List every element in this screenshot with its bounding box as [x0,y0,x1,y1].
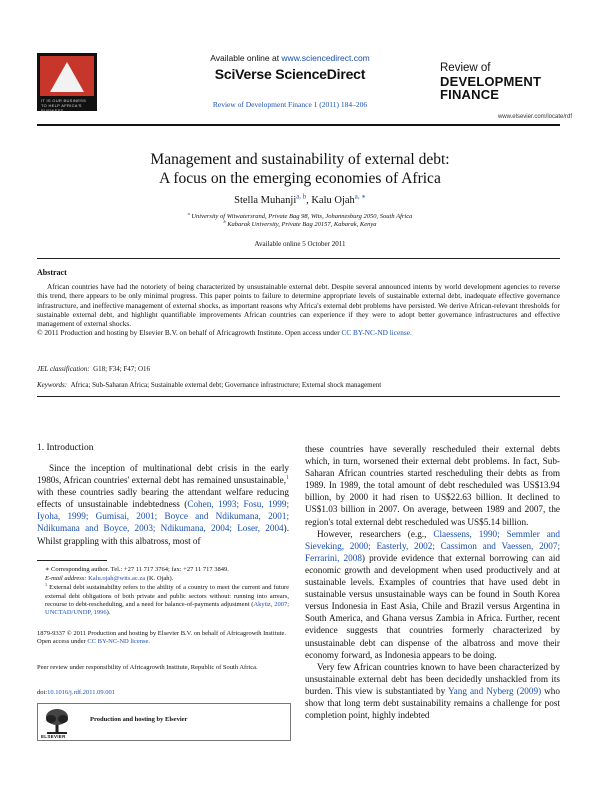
africagrowth-logo-icon [37,53,97,111]
license-link[interactable]: CC BY-NC-ND license. [87,638,151,646]
citation-link[interactable]: Yang and Nyberg (2009) [447,685,542,696]
journal-title: Review of DEVELOPMENT FINANCE [440,62,542,102]
section-heading: 1. Introduction [37,443,94,453]
logo-caption: IT IS OUR BUSINESS TO HELP AFRICA'S BUSINESS [41,98,87,113]
license-link[interactable]: CC BY-NC-ND license. [341,328,412,338]
elsevier-tree-icon [42,707,72,735]
peer-review-note: Peer review under responsibility of Africagrowth Institute, Republic of South Africa. [37,664,258,671]
doi-line: doi:10.1016/j.rdf.2011.09.001 [37,689,115,696]
elsevier-box [37,703,291,741]
production-note: Production and hosting by Elsevier [90,716,188,723]
article-title: Management and sustainability of external debt: A focus on the emerging economies of Africa [150,151,450,187]
right-column-text: these countries have severally rescheduled their external debts which, in turn, worsened their external debt problems. In fact, Sub-Saharan African countries started rescheduling their debts as from 1989. In 1989, the total amount of debt rescheduled was US$13.94 billion, by 2000 it had risen to US$22.63 billion. It declined to US$1.03 billion in 2007. On average, between 1989 and 2007, the region's total external debt rescheduled was US$5.14 billion. However, researchers (e.g., Claessens, 1990; Semmler and Sieveking, 2000; Easterly, 2002; Cassimon and Vaessen, 2007; Ferrarini, 2008) provide evidence that external borrowing can aid economic growth and development when used productively and at sustainable levels. Examples of countries that have used debt in sustainable versus unsustainable ways can be found in South Korea versus Indonesia in East Asia, Chile and Brazil versus Argentina in South America, and Ghana versus Zambia in Africa. Further, recent evidence suggests that countries formerly characterized by unsustainable debt can dispense of the albatross and move their economy forward, as Indonesia appears to be doing. Very few African countries known to have been characterized by unsustainable external debt has been decidedly unshackled from its burden. This view is substantiated by Yang and Nyberg (2009) who show that long term debt sustainability remains a challenge for post completion point, highly indebted [305,444,560,721]
available-online-line: Available online at www.sciencedirect.com [210,53,370,63]
author-list: Stella Muhanji$^{a, b}$, Kalu Ojah$^{a, ∗}$ [234,193,366,206]
platform-name: SciVerse ScienceDirect [214,66,366,82]
doi-link[interactable]: 10.1016/j.rdf.2011.09.001 [47,689,115,696]
affiliations: $^a$ University of Witwatersrand, Private Bag 98, Wits, Johannesburg 2050, South Africa $^b$ Kabarak University, Private Bag 20157, Kabarak, Kenya [187,210,413,228]
abstract-bottom-rule [37,396,560,397]
abstract-text: African countries have had the notoriety of being characterized by unsustainable external debt. Despite several announced intents by world development agencies to reverse this trend, there appears to be only minimal progress. This paper points to failure to determine appropriate levels of sustainable external debt, inadequate effective governance infrastructure, and ineffective management of external shocks, as important reasons why Africa's external debt problems have persisted. We derive African-relevant thresholds for sustainable external debt, and highlight quantifiable improvements African countries can experience if they were to adopt better governance infrastructures and effective management of external shocks. © 2011 Production and hosting by Elsevier B.V. on behalf of Africagrowth Institute. Open access under CC BY-NC-ND license. [37,282,560,338]
elsevier-wordmark: ELSEVIER [41,734,66,739]
sciencedirect-link[interactable]: www.sciencedirect.com [281,53,370,63]
left-column-text: Since the inception of multinational debt crisis in the early 1980s, African countries' external debt has remained unsustainable,$^1$ with these countries sadly bearing the attendant welfare reducing effects of unsustainable indebtedness (Cohen, 1993; Fosu, 1999; Iyoha, 1999; Gumisai, 2001; Boyce and Ndikumana, 2001; Ndikumana and Boyce, 2003; Ndikumana, 2004; Loser, 2004). Whilst grappling with this albatross, most of [37,463,290,546]
header-rule [37,124,560,126]
citation-links[interactable]: Claessens, 1990; Semmler and Sieveking, 2000; Easterly, 2002; Cassimon and Vaessen, 2007; Ferrarini, 2008 [305,528,560,563]
footnote-rule [37,560,107,561]
email-link[interactable]: Kalu.ojah@wits.ac.za [88,575,146,583]
abstract-top-rule [37,258,560,259]
jel-classification: JEL classification: G18; F34; F47; O16 [37,365,151,373]
journal-url[interactable]: www.elsevier.com/locate/rdf [497,114,572,120]
abstract-heading: Abstract [37,268,67,277]
journal-reference[interactable]: Review of Development Finance 1 (2011) 184–206 [212,100,368,109]
keywords: Keywords: Africa; Sub-Saharan Africa; Sustainable external debt; Governance infrastructure; External shock management [37,381,382,389]
citation-links[interactable]: Akyüz, 2007; UNCTAD/UNDP, 1996 [45,600,289,617]
available-online-date: Available online 5 October 2011 [254,240,346,248]
issn-copyright: 1879-9337 © 2011 Production and hosting by Elsevier B.V. on behalf of Africagrowth Institute. Open access under CC BY-NC-ND license. [37,630,287,646]
footnotes: ∗ Corresponding author. Tel.: +27 11 717 3764; fax: +27 11 717 3849. E-mail address: Kalu.ojah@wits.ac.za (K. Ojah). $^1$ External debt sustainability refers to the ability of a country to meet the current and future external debt obligations of both private and public sectors without: running into arrears, recourse to debt-rescheduling, and a need for balance-of-payments adjustment (Akyüz, 2007; UNCTAD/UNDP, 1996). [45,566,289,617]
citation-links[interactable]: Cohen, 1993; Fosu, 1999; Iyoha, 1999; Gumisai, 2001; Boyce and Ndikumana, 2001; Ndikumana and Boyce, 2003; Ndikumana, 2004; Loser, 2004 [37,499,290,534]
